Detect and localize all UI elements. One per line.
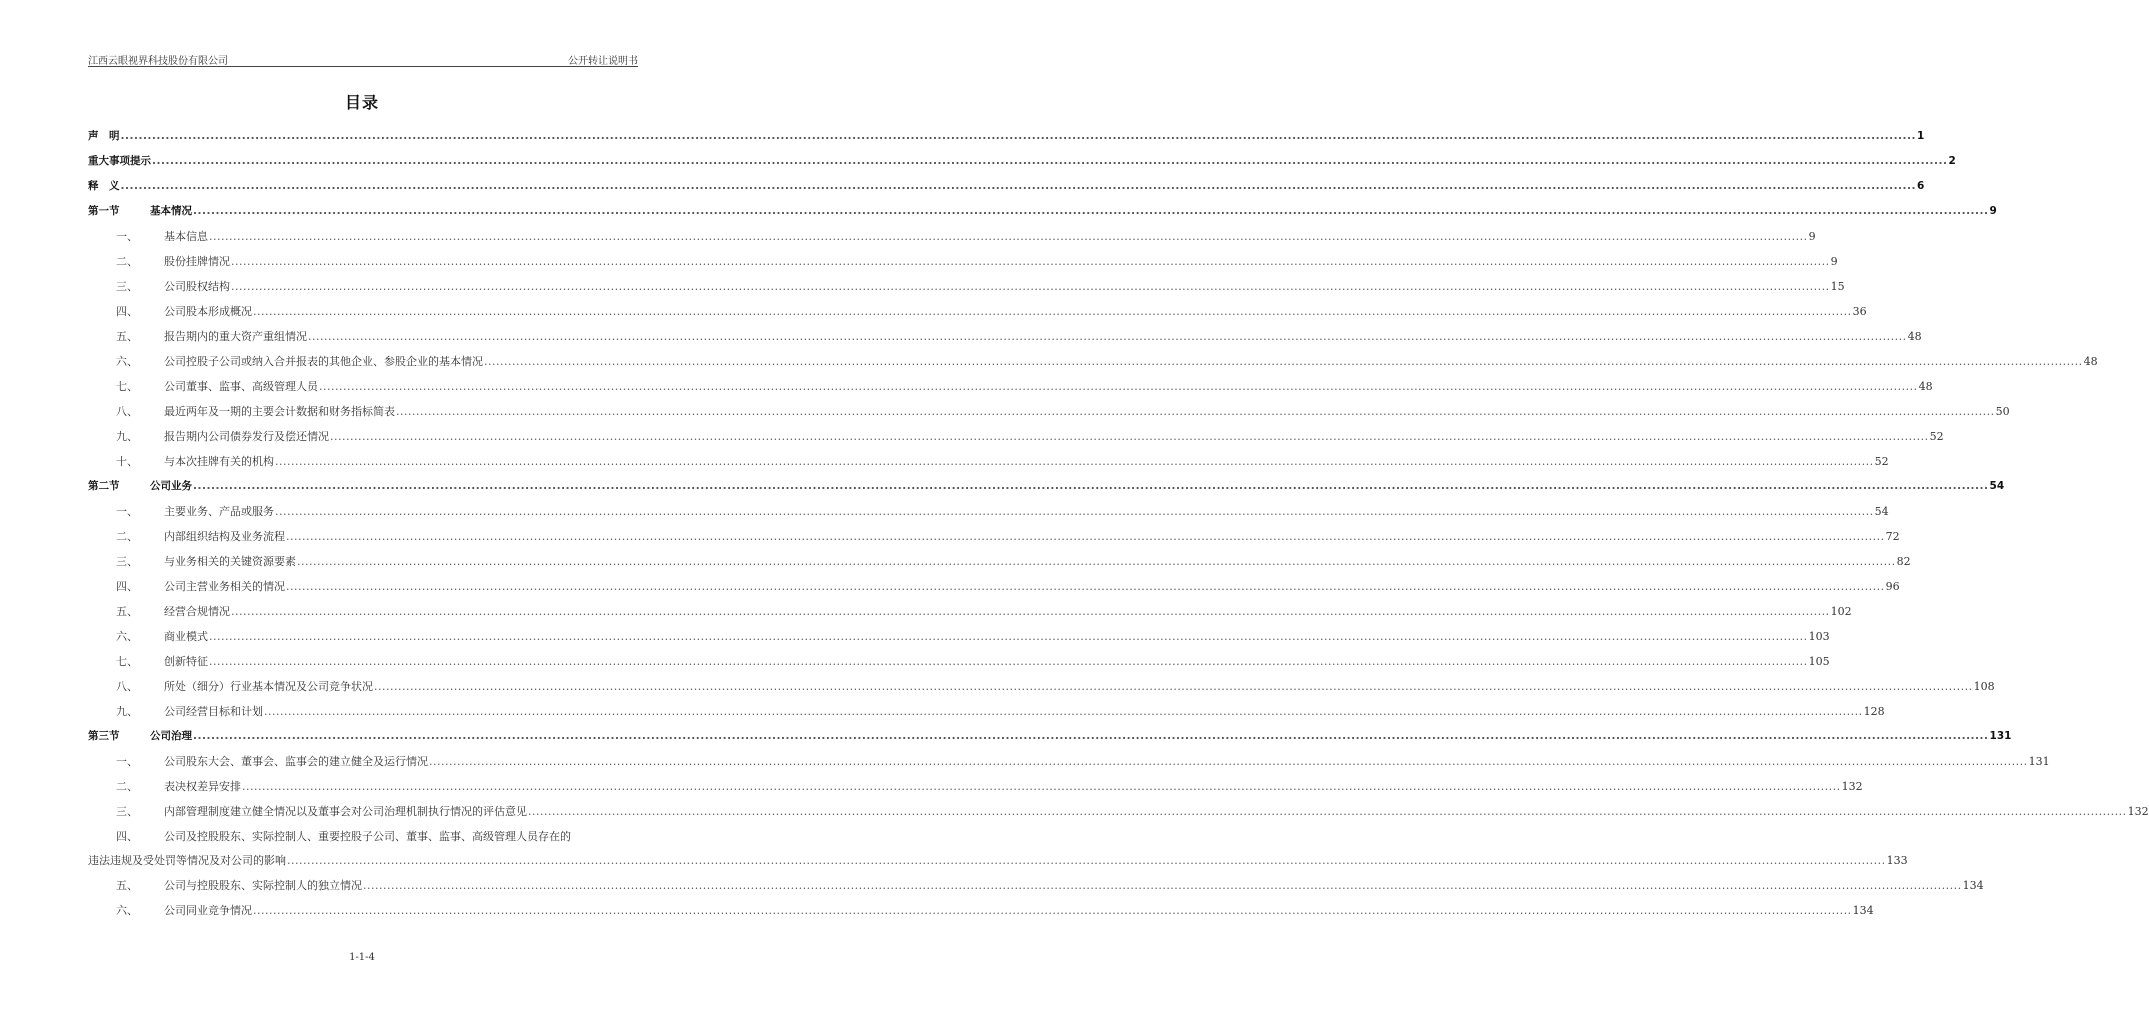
toc-entry-label: 公司主营业务相关的情况 bbox=[164, 580, 285, 593]
toc-entry-page: 72 bbox=[1885, 530, 1900, 543]
toc-entry-label: 所处（细分）行业基本情况及公司竞争状况 bbox=[164, 680, 373, 693]
toc-entry-number: 五、 bbox=[116, 330, 138, 343]
toc-entry-number: 九、 bbox=[116, 705, 138, 718]
toc-subsection-entry[interactable] bbox=[88, 599, 1852, 624]
toc-entry-page: 96 bbox=[1885, 580, 1900, 593]
toc-entry-page: 132 bbox=[2127, 805, 2149, 818]
toc-entry-page: 48 bbox=[1907, 330, 1922, 343]
toc-entry-label: 基本情况 bbox=[150, 205, 192, 217]
toc-leader-dots: ................................................................................................................................................................................................................................................................................................................................................................................................................ bbox=[242, 780, 1841, 793]
toc-entry-number: 九、 bbox=[116, 430, 138, 443]
toc-leader-dots: ................................................................................................................................................................................................................................................................................................................................................................................................................ bbox=[231, 255, 1830, 268]
toc-entry-page: 54 bbox=[1989, 480, 2005, 492]
toc-entry-label: 主要业务、产品或服务 bbox=[164, 505, 274, 518]
toc-entry-page: 2 bbox=[1948, 155, 1956, 167]
toc-entry-page: 82 bbox=[1896, 555, 1911, 568]
toc-entry-label: 公司控股子公司或纳入合并报表的其他企业、参股企业的基本情况 bbox=[164, 355, 483, 368]
toc-entry-page: 105 bbox=[1808, 655, 1830, 668]
toc-entry-page: 132 bbox=[1841, 780, 1863, 793]
toc-subsection-entry[interactable] bbox=[88, 549, 1911, 574]
toc-entry-number: 一、 bbox=[116, 755, 138, 768]
toc-entry-number: 第三节 bbox=[88, 730, 120, 742]
toc-entry-number: 四、 bbox=[116, 830, 138, 843]
toc-subsection-entry[interactable] bbox=[88, 299, 1867, 324]
page-title: 目录 bbox=[344, 93, 379, 112]
toc-leader-dots: ................................................................................................................................................................................................................................................................................................................................................................................................................ bbox=[275, 455, 1874, 468]
toc-leader-dots: ................................................................................................................................................................................................................................................................................................................................................................................................................ bbox=[286, 580, 1885, 593]
toc-subsection-entry[interactable] bbox=[88, 574, 1900, 599]
toc-section-entry[interactable] bbox=[88, 174, 1925, 199]
toc-entry-page: 48 bbox=[1918, 380, 1933, 393]
toc-entry-label: 公司经营目标和计划 bbox=[164, 705, 263, 718]
toc-entry-number: 五、 bbox=[116, 605, 138, 618]
toc-leader-dots: ................................................................................................................................................................................................................................................................................................................................................................................................................ bbox=[209, 230, 1808, 243]
toc-entry-number: 十、 bbox=[116, 455, 138, 468]
toc-entry-number: 声 明 bbox=[88, 130, 120, 142]
toc-entry-number: 七、 bbox=[116, 380, 138, 393]
toc-leader-dots: ................................................................................................................................................................................................................................................................................................................................................................................................................ bbox=[209, 630, 1808, 643]
toc-subsection-entry-continued[interactable] bbox=[88, 848, 1908, 873]
toc-entry-label: 表决权差异安排 bbox=[164, 780, 241, 793]
toc-entry-label: 创新特征 bbox=[164, 655, 208, 668]
toc-leader-dots: ................................................................................................................................................................................................................................................................................................................................................................................................................ bbox=[286, 530, 1885, 543]
toc-entry-number: 六、 bbox=[116, 904, 138, 917]
toc-entry-number: 八、 bbox=[116, 680, 138, 693]
toc-subsection-entry[interactable] bbox=[88, 799, 2149, 824]
toc-entry-label: 公司同业竞争情况 bbox=[164, 904, 252, 917]
toc-subsection-entry[interactable] bbox=[88, 374, 1933, 399]
toc-entry-page: 9 bbox=[1830, 255, 1838, 268]
toc-entry-label: 内部管理制度建立健全情况以及董事会对公司治理机制执行情况的评估意见 bbox=[164, 805, 527, 818]
toc-entry-page: 9 bbox=[1808, 230, 1816, 243]
toc-entry-number: 三、 bbox=[116, 280, 138, 293]
toc-leader-dots: ................................................................................................................................................................................................................................................................................................................................................................................................................ bbox=[429, 755, 2028, 768]
toc-leader-dots: ................................................................................................................................................................................................................................................................................................................................................................................................................ bbox=[209, 655, 1808, 668]
toc-entry-page: 108 bbox=[1973, 680, 1995, 693]
toc-leader-dots: ................................................................................................................................................................................................................................................................................................................................................................................................................ bbox=[308, 330, 1907, 343]
toc-subsection-entry[interactable] bbox=[88, 449, 1889, 474]
toc-entry-number: 一、 bbox=[116, 505, 138, 518]
toc-leader-dots: ................................................................................................................................................................................................................................................................................................................................................................................................................ bbox=[484, 355, 2083, 368]
toc-entry-number: 二、 bbox=[116, 255, 138, 268]
toc-entry-label: 公司及控股股东、实际控制人、重要控股子公司、董事、监事、高级管理人员存在的 bbox=[164, 830, 571, 843]
toc-leader-dots: ................................................................................................................................................................................................................................................................................................................................................................................................................ bbox=[275, 505, 1874, 518]
toc-entry-page: 131 bbox=[1989, 730, 2012, 742]
toc-leader-dots: ................................................................................................................................................................................................................................................................................................................................................................................................................ bbox=[374, 680, 1973, 693]
toc-leader-dots: ................................................................................................................................................................................................................................................................................................................................................................................................................ bbox=[363, 879, 1962, 892]
toc-entry-number: 三、 bbox=[116, 555, 138, 568]
toc-entry-label: 商业模式 bbox=[164, 630, 208, 643]
toc-subsection-entry[interactable] bbox=[88, 524, 1900, 549]
toc-subsection-entry[interactable] bbox=[88, 349, 2098, 374]
toc-leader-dots: ................................................................................................................................................................................................................................................................................................................................................................................................................ bbox=[253, 904, 1852, 917]
toc-entry-label: 股份挂牌情况 bbox=[164, 255, 230, 268]
toc-leader-dots: ................................................................................................................................................................................................................................................................................................................................................................................................................ bbox=[264, 705, 1863, 718]
toc-subsection-entry[interactable] bbox=[88, 749, 2050, 774]
toc-leader-dots: ................................................................................................................................................................................................................................................................................................................................................................................................................ bbox=[231, 605, 1830, 618]
toc-leader-dots: ................................................................................................................................................................................................................................................................................................................................................................................................................ bbox=[231, 280, 1830, 293]
toc-entry-number: 重大事项提示 bbox=[88, 155, 151, 167]
toc-entry-label: 公司股权结构 bbox=[164, 280, 230, 293]
toc-subsection-entry[interactable] bbox=[88, 424, 1944, 449]
page-number: 1-1-4 bbox=[349, 952, 375, 963]
toc-entry-page: 128 bbox=[1863, 705, 1885, 718]
toc-subsection-entry[interactable] bbox=[88, 898, 1874, 923]
toc-entry-label: 与本次挂牌有关的机构 bbox=[164, 455, 274, 468]
toc-entry-label: 内部组织结构及业务流程 bbox=[164, 530, 285, 543]
toc-leader-dots: ................................................................................................................................................................................................................................................................................................................................................................................................................ bbox=[120, 130, 1917, 142]
toc-entry-page: 131 bbox=[2028, 755, 2050, 768]
toc-entry-label: 基本信息 bbox=[164, 230, 208, 243]
toc-entry-label: 公司与控股股东、实际控制人的独立情况 bbox=[164, 879, 362, 892]
toc-entry-number: 二、 bbox=[116, 530, 138, 543]
toc-section-entry[interactable] bbox=[88, 474, 2005, 499]
toc-entry-label: 公司治理 bbox=[150, 730, 192, 742]
toc-subsection-entry[interactable] bbox=[88, 624, 1830, 649]
toc-section-entry[interactable] bbox=[88, 199, 1997, 224]
toc-entry-page: 133 bbox=[1886, 854, 1908, 867]
toc-leader-dots: ................................................................................................................................................................................................................................................................................................................................................................................................................ bbox=[193, 205, 1989, 217]
toc-entry-number: 第一节 bbox=[88, 205, 120, 217]
toc-entry-page: 54 bbox=[1874, 505, 1889, 518]
toc-entry-page: 50 bbox=[1995, 405, 2010, 418]
toc-entry-number: 四、 bbox=[116, 305, 138, 318]
toc-subsection-entry[interactable] bbox=[88, 224, 1816, 249]
toc-entry-page: 1 bbox=[1917, 130, 1925, 142]
toc-subsection-entry[interactable] bbox=[88, 499, 1889, 524]
toc-subsection-entry[interactable] bbox=[88, 649, 1830, 674]
toc-entry-page: 52 bbox=[1929, 430, 1944, 443]
toc-leader-dots: ................................................................................................................................................................................................................................................................................................................................................................................................................ bbox=[528, 805, 2127, 818]
toc-section-entry[interactable] bbox=[88, 724, 2012, 749]
toc-entry-label: 经营合规情况 bbox=[164, 605, 230, 618]
toc-leader-dots: ................................................................................................................................................................................................................................................................................................................................................................................................................ bbox=[193, 480, 1989, 492]
toc-leader-dots: ................................................................................................................................................................................................................................................................................................................................................................................................................ bbox=[253, 305, 1852, 318]
toc-leader-dots: ................................................................................................................................................................................................................................................................................................................................................................................................................ bbox=[120, 180, 1917, 192]
toc-leader-dots: ................................................................................................................................................................................................................................................................................................................................................................................................................ bbox=[287, 854, 1886, 867]
toc-entry-label: 公司董事、监事、高级管理人员 bbox=[164, 380, 318, 393]
toc-entry-page: 9 bbox=[1989, 205, 1997, 217]
toc-subsection-entry[interactable] bbox=[88, 274, 1845, 299]
toc-entry-label-continued: 违法违规及受处罚等情况及对公司的影响 bbox=[88, 854, 286, 867]
toc-entry-number: 六、 bbox=[116, 355, 138, 368]
toc-leader-dots: ................................................................................................................................................................................................................................................................................................................................................................................................................ bbox=[193, 730, 1989, 742]
toc-entry-label: 与业务相关的关键资源要素 bbox=[164, 555, 296, 568]
toc-entry-page: 103 bbox=[1808, 630, 1830, 643]
toc-entry-number: 五、 bbox=[116, 879, 138, 892]
toc-section-entry[interactable] bbox=[88, 149, 1956, 174]
toc-subsection-entry[interactable] bbox=[88, 873, 1984, 898]
toc-entry-label: 公司股东大会、董事会、监事会的建立健全及运行情况 bbox=[164, 755, 428, 768]
header-document-type: 公开转让说明书 bbox=[568, 56, 638, 67]
toc-entry-page: 134 bbox=[1852, 904, 1874, 917]
toc-leader-dots: ................................................................................................................................................................................................................................................................................................................................................................................................................ bbox=[319, 380, 1918, 393]
toc-subsection-entry[interactable] bbox=[88, 774, 1863, 799]
toc-entry-number: 第二节 bbox=[88, 480, 120, 492]
toc-subsection-entry[interactable] bbox=[88, 824, 638, 848]
toc-entry-number: 七、 bbox=[116, 655, 138, 668]
toc-entry-page: 36 bbox=[1852, 305, 1867, 318]
toc-entry-page: 134 bbox=[1962, 879, 1984, 892]
toc-entry-number: 三、 bbox=[116, 805, 138, 818]
toc-entry-page: 48 bbox=[2083, 355, 2098, 368]
toc-subsection-entry[interactable] bbox=[88, 249, 1838, 274]
toc-subsection-entry[interactable] bbox=[88, 674, 1995, 699]
page-header bbox=[88, 52, 638, 67]
toc-entry-label: 公司业务 bbox=[150, 480, 192, 492]
toc-leader-dots: ................................................................................................................................................................................................................................................................................................................................................................................................................ bbox=[396, 405, 1995, 418]
toc-subsection-entry[interactable] bbox=[88, 699, 1885, 724]
toc-entry-label: 公司股本形成概况 bbox=[164, 305, 252, 318]
toc-leader-dots: ................................................................................................................................................................................................................................................................................................................................................................................................................ bbox=[152, 155, 1948, 167]
toc-entry-number: 释 义 bbox=[88, 180, 120, 192]
toc-entry-number: 二、 bbox=[116, 780, 138, 793]
toc-subsection-entry[interactable] bbox=[88, 324, 1922, 349]
toc-entry-page: 102 bbox=[1830, 605, 1852, 618]
toc-entry-page: 6 bbox=[1917, 180, 1925, 192]
toc-entry-label: 最近两年及一期的主要会计数据和财务指标简表 bbox=[164, 405, 395, 418]
toc-entry-page: 52 bbox=[1874, 455, 1889, 468]
toc-entry-number: 四、 bbox=[116, 580, 138, 593]
toc-entry-number: 八、 bbox=[116, 405, 138, 418]
toc-entry-number: 一、 bbox=[116, 230, 138, 243]
toc-leader-dots: ................................................................................................................................................................................................................................................................................................................................................................................................................ bbox=[297, 555, 1896, 568]
table-of-contents bbox=[88, 124, 2149, 923]
header-company-name: 江西云眼视界科技股份有限公司 bbox=[88, 56, 228, 67]
toc-entry-number: 六、 bbox=[116, 630, 138, 643]
toc-entry-label: 报告期内的重大资产重组情况 bbox=[164, 330, 307, 343]
toc-leader-dots: ................................................................................................................................................................................................................................................................................................................................................................................................................ bbox=[330, 430, 1929, 443]
toc-entry-label: 报告期内公司债券发行及偿还情况 bbox=[164, 430, 329, 443]
toc-section-entry[interactable] bbox=[88, 124, 1925, 149]
toc-subsection-entry[interactable] bbox=[88, 399, 2010, 424]
toc-entry-page: 15 bbox=[1830, 280, 1845, 293]
